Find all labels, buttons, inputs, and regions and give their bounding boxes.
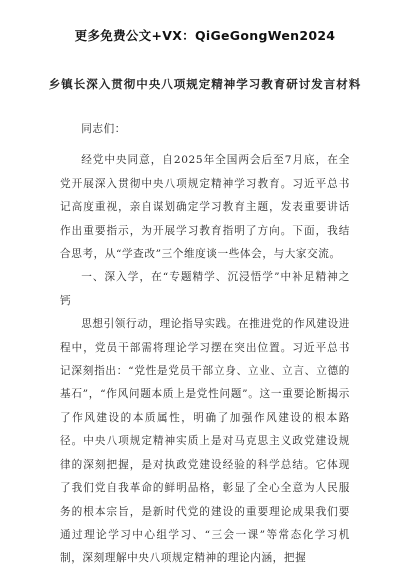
section-heading: 一、深入学，在“专题精学、沉浸悟学”中补足精神之钙 [60,271,350,307]
salutation: 同志们： [81,123,126,135]
promo-banner: 更多免费公文+VX：QiGeGongWen2024 [74,28,336,43]
document-body [60,118,350,571]
document-title: 乡镇长深入贯彻中央八项规定精神学习教育研讨发言材料 [48,77,362,91]
paragraph: 思想引领行动，理论指导实践。在推进党的作风建设进程中，党员干部需将理论学习摆在突出位置。习近平总书记深刻指出：“党性是党员干部立身、立业、立言、立德的基石”，“作风问题本质上是党性问题”。这一重要论断揭示了作风建设的本质属性，明确了加强作风建设的根本路径。中央八项规定精神实质上是对马克思主义政党建设规律的深刻把握，是对执政党建设经验的科学总结。它体现了我们党自我革命的鲜明品格，彰显了全心全意为人民服务的根本宗旨，是新时代党的建设的重要理论成果我们要通过理论学习中心组学习、“三会一课”等常态化学习机制，深刻理解中央八项规定精神的理论内涵，把握 [60,318,350,565]
paragraph: 经党中央同意，自2025年全国两会后至7月底，在全党开展深入贯彻中央八项规定精神学习教育。习近平总书记高度重视，亲自谋划确定学习教育主题，发表重要讲话作出重要指示，为开展学习教育指明了方向。下面，我结合思考，从“学查改”三个维度谈一些体会，与大家交流。 [60,154,350,261]
